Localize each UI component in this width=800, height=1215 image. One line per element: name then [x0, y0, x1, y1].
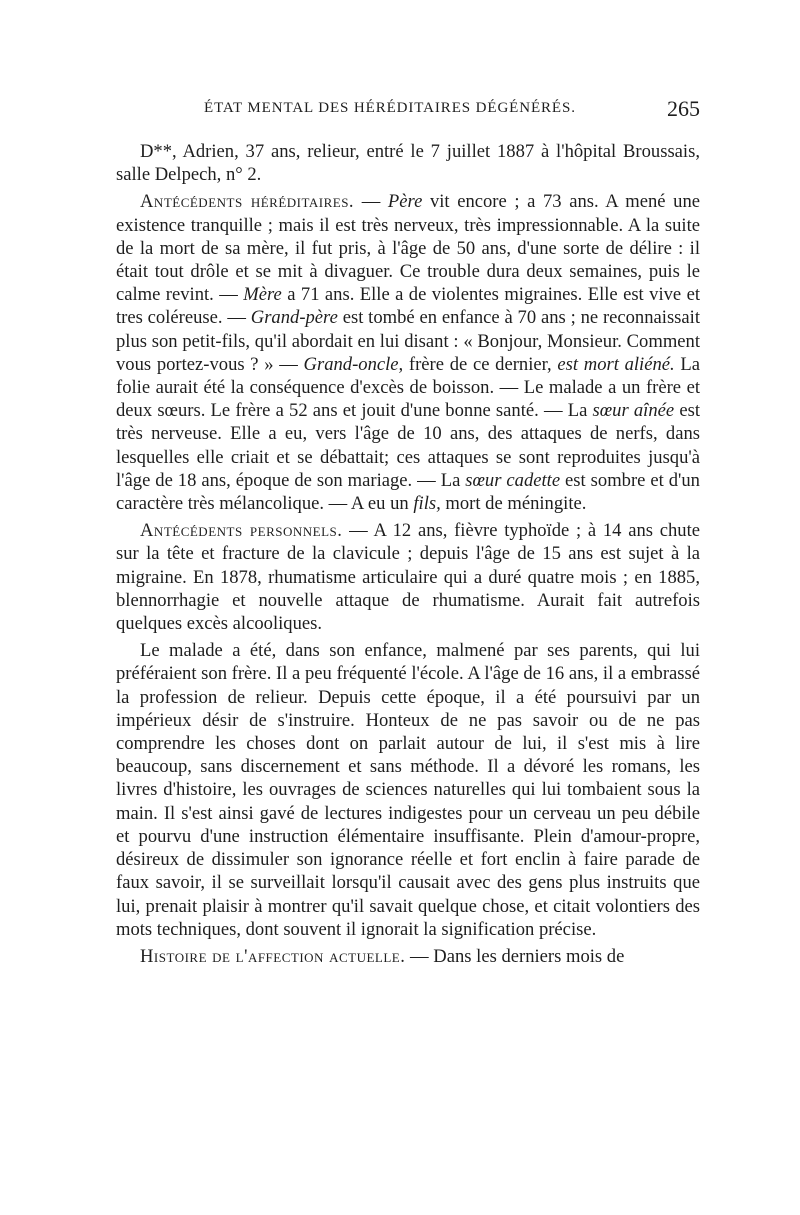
- italic-term: sœur aînée: [592, 400, 675, 422]
- italic-term: fils,: [413, 493, 441, 515]
- italic-term: sœur cadette: [465, 469, 561, 491]
- text-run: est sombre et d'un caractère très mélancolique. — A eu un: [116, 469, 700, 515]
- running-head: [116, 96, 700, 124]
- italic-term: Grand-père: [250, 307, 338, 329]
- text-run: est très nerveuse. Elle a eu, vers l'âge de 10 ans, des attaques de nerfs, dans lesquelles elle criait et se débattait; ces attaques se sont reproduites jusqu'à l'âge de 18 ans, époque de son mariage. — La: [116, 400, 700, 491]
- italic-term: Mère: [243, 284, 282, 306]
- text-run: a 71 ans. Elle a de violentes migraines. Elle est vive et tres coléreuse. —: [116, 284, 700, 329]
- hereditary-antecedents-paragraph: [116, 190, 700, 515]
- text-run: — Dans les derniers mois de: [405, 945, 625, 967]
- text-run: mort de méningite.: [440, 493, 587, 515]
- patient-paragraph: D**, Adrien, 37 ans, relieur, entré le 7 juillet 1887 à l'hôpital Broussais, salle Delpech, n° 2.: [116, 141, 700, 186]
- running-title: ÉTAT MENTAL DES HÉRÉDITAIRES DÉGÉNÉRÉS.: [204, 100, 576, 116]
- personal-antecedents-heading: Antécédents personnels.: [140, 520, 343, 542]
- patient-history-paragraph: Le malade a été, dans son enfance, malmené par ses parents, qui lui préféraient son frère. Il a peu fréquenté l'école. A l'âge de 16 ans, il a embrassé la profession de relieur. Depuis cette époque, il a été poursuivi par un impérieux désir de s'instruire. Honteux de ne pas savoir ou de ne pas comprendre les choses dont on parlait autour de lui, il s'est mis à lire beaucoup, sans discernement et sans méthode. Il a dévoré les romans, les livres d'histoire, les ouvrages de sciences naturelles qui lui tombaient sous la main. Il s'est ainsi gavé de lectures indigestes pour un cerveau un peu débile et pourvu d'une instruction élémentaire insuffisante. Plein d'amour-propre, désireux de dissimuler son ignorance réelle et fort enclin à faire parade de faux savoir, il se surveillait lorsqu'il causait avec des gens plus instruits que lui, prenait plaisir à montrer qu'il savait quelque chose, et citait volontiers des mots techniques, dont souvent il ignorait la signification précise.: [116, 640, 700, 940]
- text-run: — A 12 ans, fièvre typhoïde ; à 14 ans chute sur la tête et fracture de la clavicule ; depuis l'âge de 15 ans est sujet à la migraine. En 1878, rhumatisme articulaire qui a duré quatre mois ; en 1885, blennorrhagie et nouvelle attaque de rhumatisme. Aurait fait autrefois quelques excès alcooliques.: [116, 520, 700, 635]
- text-run: vit encore ; a 73 ans. A mené une existence tranquille ; mais il est très nerveux, très impressionnable. A la suite de la mort de sa mère, il fut pris, à l'âge de 50 ans, d'une sorte de délire : il était tout drôle et se mit à divaguer. Ce trouble dura deux semaines, puis le calme revint. —: [116, 191, 700, 306]
- hereditary-antecedents-heading: Antécédents héréditaires.: [140, 191, 355, 213]
- body-text: [116, 140, 700, 972]
- text-run: frère de ce dernier,: [403, 353, 558, 375]
- italic-term: est mort aliéné.: [557, 353, 675, 375]
- italic-term: Père: [387, 191, 423, 213]
- current-affection-paragraph: [116, 945, 700, 968]
- current-affection-heading: Histoire de l'affection actuelle.: [140, 945, 406, 967]
- text-run: La folie aurait été la conséquence d'excès de boisson. — Le malade a un frère et deux sœurs. Le frère a 52 ans et jouit d'une bonne santé. — La: [116, 353, 700, 422]
- personal-antecedents-paragraph: [116, 519, 700, 635]
- text-run: —: [354, 191, 388, 213]
- page-number: 265: [667, 96, 700, 121]
- italic-term: Grand-oncle,: [303, 353, 404, 375]
- text-run: est tombé en enfance à 70 ans ; ne reconnaissait plus son petit-fils, qu'il abordait en lui disant : « Bonjour, Monsieur. Comment vous portez-vous ? » —: [116, 307, 701, 375]
